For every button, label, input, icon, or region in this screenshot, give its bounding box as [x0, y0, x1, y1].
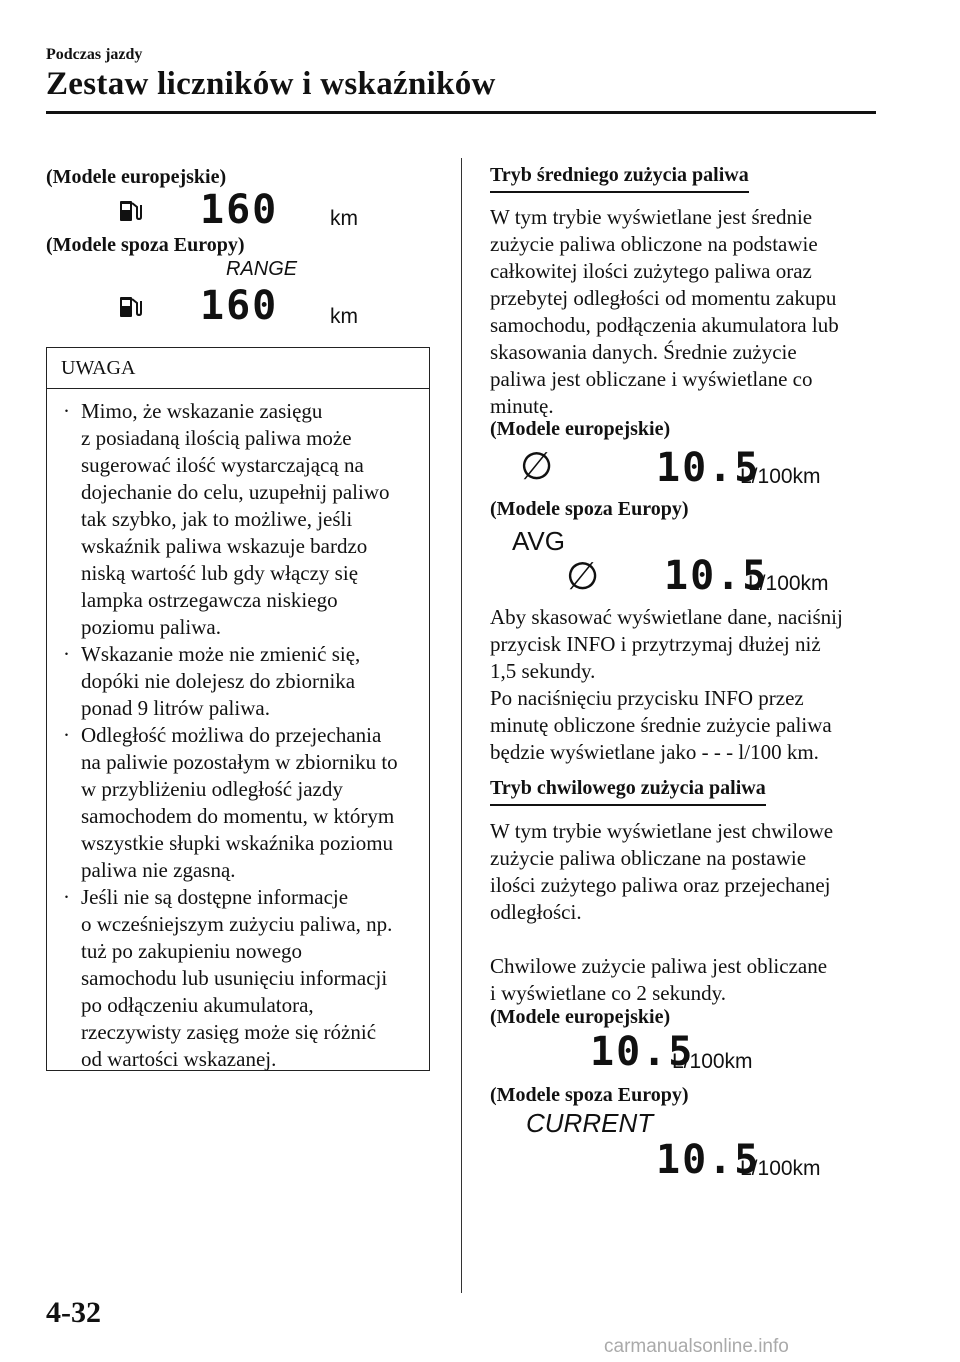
fuel-pump-icon — [118, 193, 146, 223]
current-value-display: 10.5 — [656, 1137, 761, 1183]
fuel-pump-icon — [118, 289, 146, 319]
title-divider — [46, 111, 876, 114]
bullet-icon: · — [63, 723, 70, 747]
current-unit: L/100km — [740, 1157, 821, 1180]
bullet-icon: · — [63, 885, 70, 909]
note-header — [47, 348, 429, 389]
current-value-display: 10.5 — [590, 1029, 695, 1075]
section-heading-current: Tryb chwilowego zużycia paliwa — [490, 777, 766, 800]
average-symbol-icon: ∅ — [520, 446, 554, 488]
current-description: W tym trybie wyświetlane jest chwilowe zużycie paliwa obliczane na postawie ilości zużytego paliwa oraz przejechanej odległości. — [490, 819, 834, 924]
page-title: Zestaw liczników i wskaźników — [46, 66, 496, 102]
average-symbol-icon: ∅ — [566, 556, 600, 598]
eu-models-label: (Modele europejskie) — [490, 1006, 671, 1028]
average-reset-instructions: Aby skasować wyświetlane dane, naciśnij przycisk INFO i przytrzymaj dłużej niż 1,5 sekundy. Po naciśnięciu przycisku INFO przez minutę obliczone średnie zużycie paliwa będzie wyświetlane jako - - - l/100 km. — [490, 605, 843, 764]
eu-models-label: (Modele europejskie) — [490, 418, 671, 440]
range-tag: RANGE — [226, 258, 298, 280]
current-unit: L/100km — [672, 1050, 753, 1073]
current-tag: CURRENT — [526, 1108, 654, 1138]
watermark: carmanualsonline.info — [604, 1336, 789, 1357]
non-eu-models-label: (Modele spoza Europy) — [490, 498, 689, 520]
average-unit: L/100km — [748, 572, 829, 595]
eu-models-label: (Modele europejskie) — [46, 166, 227, 188]
bullet-icon: · — [63, 642, 70, 666]
non-eu-models-label: (Modele spoza Europy) — [490, 1084, 689, 1106]
note-title: UWAGA — [61, 357, 136, 379]
column-divider — [461, 158, 462, 1293]
average-unit: L/100km — [740, 465, 821, 488]
section-label: Podczas jazdy — [46, 46, 143, 63]
range-value-display: 160 — [200, 187, 279, 233]
avg-tag: AVG — [512, 526, 565, 556]
non-eu-models-label: (Modele spoza Europy) — [46, 234, 245, 256]
range-unit: km — [330, 305, 358, 328]
current-interval-text: Chwilowe zużycie paliwa jest obliczane i wyświetlane co 2 sekundy. — [490, 954, 828, 1005]
bullet-icon: · — [63, 399, 70, 423]
range-unit: km — [330, 207, 358, 230]
page-number: 4-32 — [46, 1296, 101, 1329]
section-heading-average: Tryb średniego zużycia paliwa — [490, 164, 749, 187]
average-description: W tym trybie wyświetlane jest średnie zużycie paliwa obliczone na podstawie całkowitej ilości zużytego paliwa oraz przebytej odległości od momentu zakupu samochodu, podłączenia akumulatora lub skasowania danych. Średnie zużycie paliwa jest obliczane i wyświetlane co minutę. — [490, 205, 839, 418]
average-value-display: 10.5 — [656, 445, 761, 491]
note-box: UWAGA · Mimo, że wskazanie zasięgu z posiadaną ilością paliwa może sugerować ilość wystarczającą na dojechanie do celu, uzupełnij paliwo tak szybko, jak to możliwe, jeśli wskaźnik paliwa wskazuje bardzo niską wartość lub gdy włączy się lampka ostrzegawcza niskiego poziomu paliwa. · Wskazanie może nie zmienić się, dopóki nie dolejesz do zbiornika ponad 9 litrów paliwa. · Odległość możliwa do przejechania na paliwie pozostałym w zbiorniku to w przybliżeniu odległość jazdy samochodem do momentu, w którym wszystkie słupki wskaźnika poziomu paliwa nie zgasną. · Jeśli nie są dostępne informacje o wcześniejszym zużyciu paliwa, np. tuż po zakupieniu nowego samochodu lub usunięciu informacji po odłączeniu akumulatora, rzeczywisty zasięg może się różnić od wartości wskazanej. — [46, 347, 430, 1071]
average-value-display: 10.5 — [664, 553, 769, 599]
range-value-display: 160 — [200, 283, 279, 329]
